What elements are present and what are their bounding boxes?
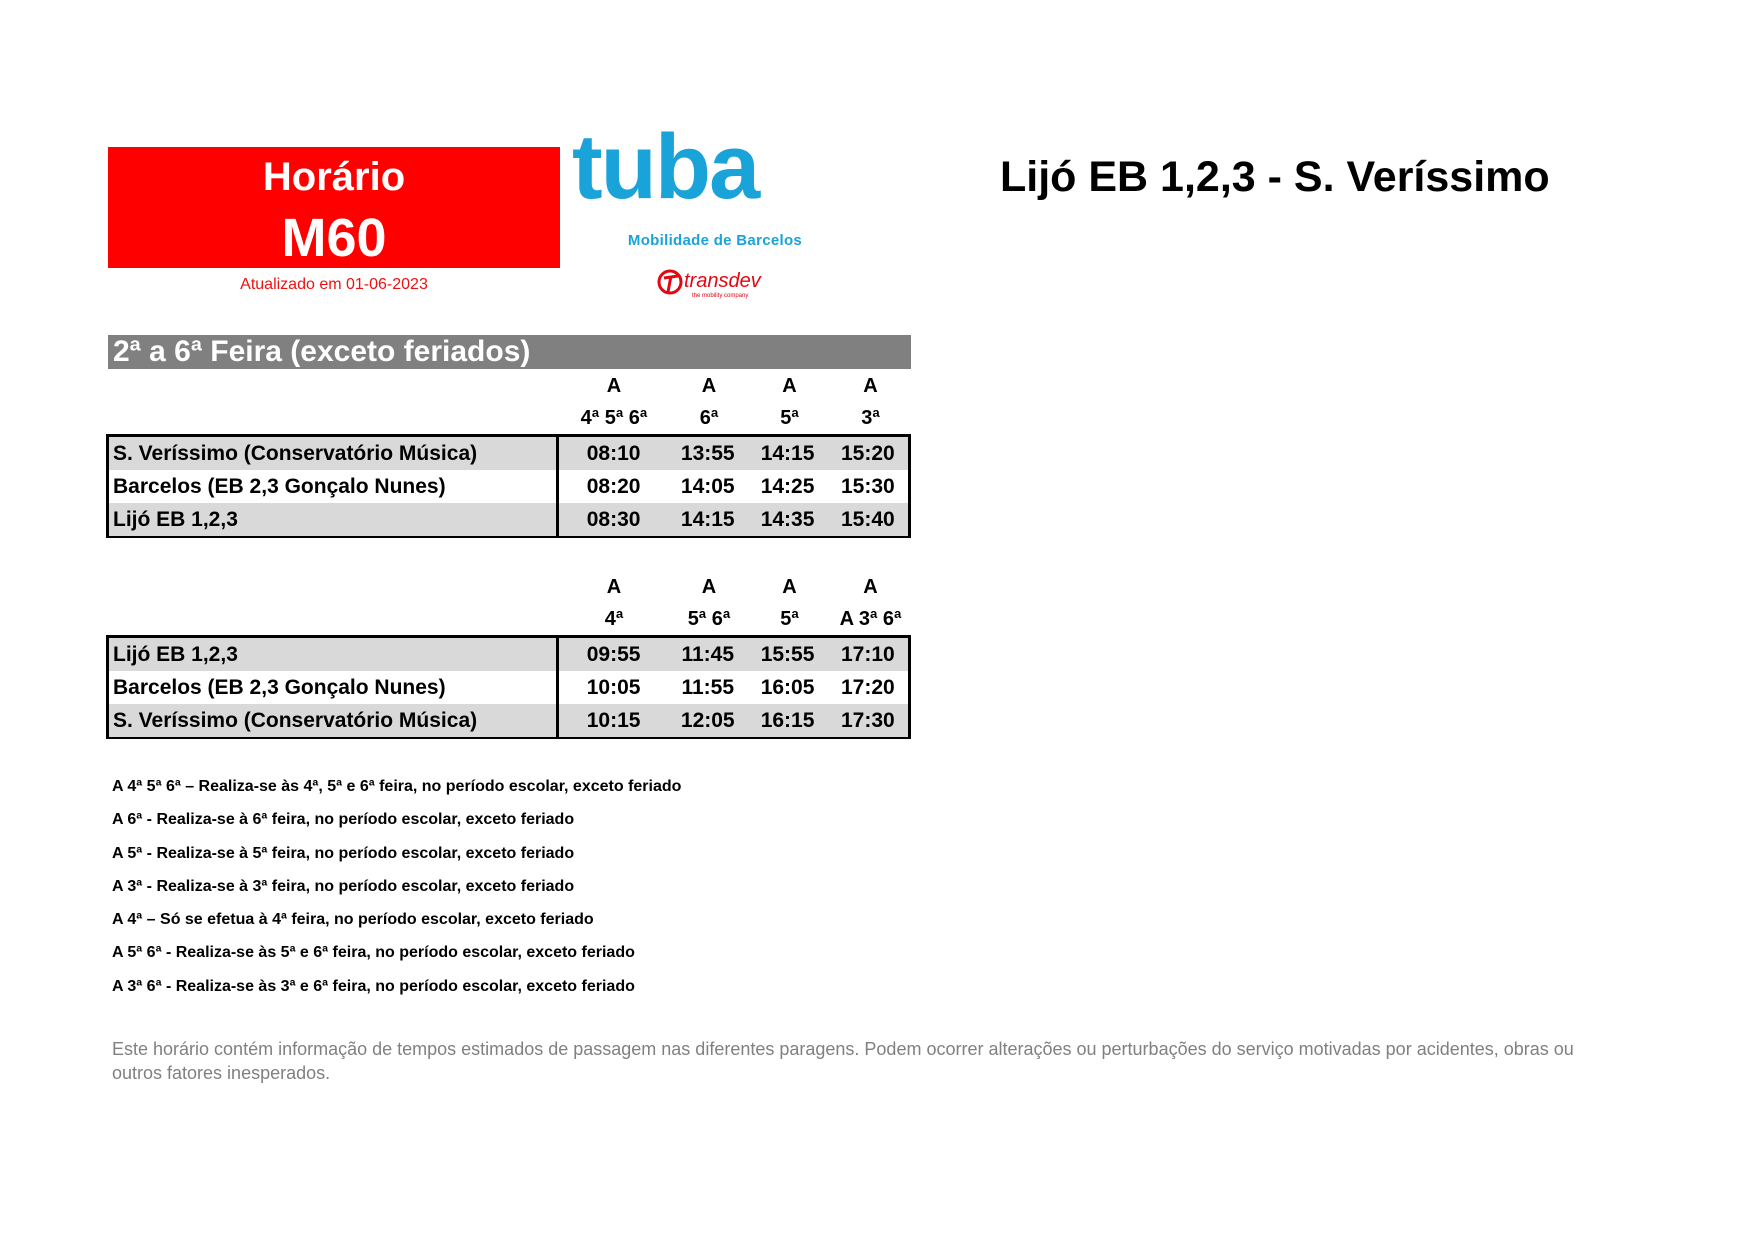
column-code: A <box>863 375 878 397</box>
departure-time: 14:35 <box>760 508 815 531</box>
departure-time: 08:10 <box>586 442 641 465</box>
outbound-schedule-table <box>106 434 911 538</box>
column-code: A <box>782 576 797 598</box>
column-days: 4ª 5ª 6ª <box>580 407 648 429</box>
departure-time: 16:05 <box>760 676 815 699</box>
column-code: A <box>701 576 717 598</box>
departure-time: 14:15 <box>760 442 815 465</box>
column-days: 5ª <box>780 407 799 429</box>
table-row <box>109 437 908 470</box>
route-number: M60 <box>281 208 387 268</box>
departure-time: 13:55 <box>680 442 735 465</box>
column-days: 4ª <box>604 608 624 630</box>
departure-time: 14:25 <box>760 475 815 498</box>
transdev-wordmark: transdev <box>684 270 761 292</box>
stop-name: S. Veríssimo (Conservatório Música) <box>109 704 559 737</box>
route-title: Lijó EB 1,2,3 - S. Veríssimo <box>1000 153 1550 201</box>
departure-time: 15:30 <box>840 475 895 498</box>
departure-time: 08:20 <box>586 475 641 498</box>
column-code: A <box>701 375 717 397</box>
departure-time: 17:30 <box>840 709 895 732</box>
transdev-tagline: the mobility company <box>692 293 749 299</box>
logo-tagline: Mobilidade de Barcelos <box>627 232 803 249</box>
departure-time: 17:10 <box>840 643 895 666</box>
departure-time: 15:40 <box>840 508 895 531</box>
footnote: A 3ª 6ª - Realiza-se às 3ª e 6ª feira, no período escolar, exceto feriado <box>112 978 635 995</box>
footnote: A 4ª 5ª 6ª – Realiza-se às 4ª, 5ª e 6ª feira, no período escolar, exceto feriado <box>112 778 682 795</box>
column-days: A 3ª 6ª <box>839 608 902 630</box>
table-row <box>109 704 908 737</box>
route-header-box <box>108 147 560 268</box>
departure-time: 15:20 <box>840 442 895 465</box>
header-label: Horário <box>262 155 406 199</box>
stop-name: Lijó EB 1,2,3 <box>109 503 559 536</box>
tuba-logo <box>572 128 862 218</box>
updated-date: Atualizado em 01-06-2023 <box>240 276 428 293</box>
stop-name: Barcelos (EB 2,3 Gonçalo Nunes) <box>109 470 559 503</box>
departure-time: 11:55 <box>681 676 735 699</box>
table-row <box>109 638 908 671</box>
inbound-header-days <box>559 603 911 635</box>
transdev-logo <box>656 264 776 304</box>
footnote: A 5ª 6ª - Realiza-se às 5ª e 6ª feira, no período escolar, exceto feriado <box>112 944 635 961</box>
departure-time: 09:55 <box>586 643 641 666</box>
column-days: 3ª <box>861 407 880 429</box>
column-days: 5ª <box>780 608 799 630</box>
footnote: A 6ª - Realiza-se à 6ª feira, no período escolar, exceto feriado <box>112 811 575 828</box>
column-code: A <box>782 375 797 397</box>
footnote: A 3ª - Realiza-se à 3ª feira, no período escolar, exceto feriado <box>112 878 575 895</box>
departure-time: 14:15 <box>680 508 735 531</box>
footnote: A 5ª - Realiza-se à 5ª feira, no período escolar, exceto feriado <box>112 845 575 862</box>
inbound-schedule-table <box>106 635 911 739</box>
column-code: A <box>606 375 622 397</box>
departure-time: 10:05 <box>586 676 641 699</box>
column-code: A <box>863 576 878 598</box>
outbound-header-days <box>559 402 911 434</box>
departure-time: 17:20 <box>840 676 895 699</box>
departure-time: 15:55 <box>760 643 815 666</box>
departure-time: 10:15 <box>586 709 641 732</box>
stop-name: S. Veríssimo (Conservatório Música) <box>109 437 559 470</box>
departure-time: 14:05 <box>680 475 735 498</box>
column-days: 6ª <box>699 407 719 429</box>
inbound-header-top <box>559 571 911 603</box>
table-row <box>109 470 908 503</box>
section-title: 2ª a 6ª Feira (exceto feriados) <box>108 335 911 369</box>
table-row <box>109 503 908 536</box>
column-days: 5ª 6ª <box>687 608 731 630</box>
table-row <box>109 671 908 704</box>
outbound-header-top <box>559 370 911 402</box>
departure-time: 11:45 <box>681 643 735 666</box>
tuba-logo-text: tuba <box>572 128 759 218</box>
departure-time: 08:30 <box>586 508 641 531</box>
footnote: A 4ª – Só se efetua à 4ª feira, no período escolar, exceto feriado <box>112 911 594 928</box>
departure-time: 16:15 <box>760 709 815 732</box>
stop-name: Barcelos (EB 2,3 Gonçalo Nunes) <box>109 671 559 704</box>
stop-name: Lijó EB 1,2,3 <box>109 638 559 671</box>
column-code: A <box>606 576 622 598</box>
disclaimer: Este horário contém informação de tempos estimados de passagem nas diferentes paragens. Podem ocorrer alterações ou perturbações do serviço motivadas por acidentes, obras ou outros fatores inesperados. <box>112 1039 1574 1083</box>
departure-time: 12:05 <box>680 709 735 732</box>
